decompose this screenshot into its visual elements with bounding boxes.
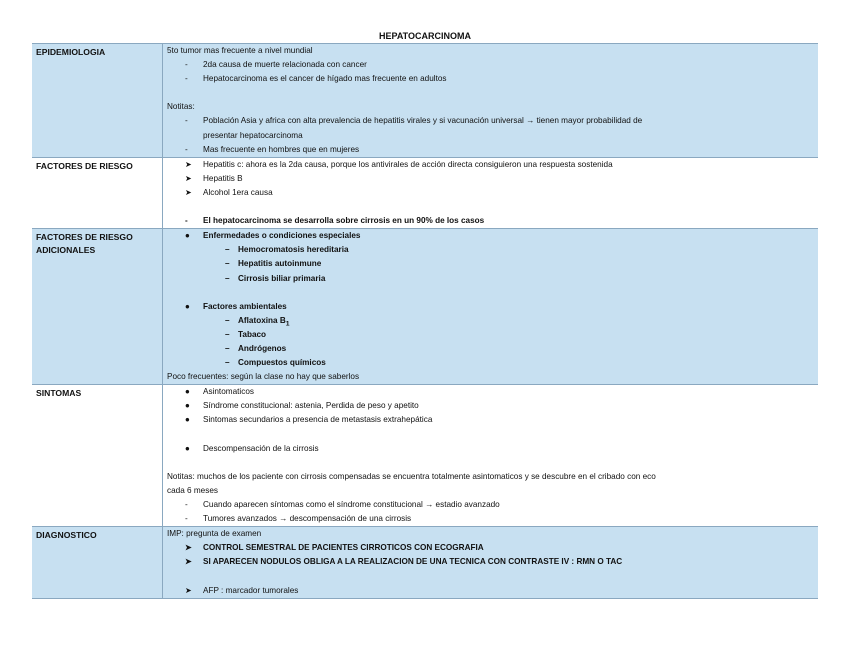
list-item-continuation: presentar hepatocarcinoma xyxy=(203,130,303,140)
dash-marker: - xyxy=(185,144,188,154)
row-content-factores-adicionales xyxy=(162,229,818,384)
list-item: - Hepatocarcinoma es el cancer de hígado mas frecuente en adultos xyxy=(167,72,814,86)
list-item: ➤ AFP : marcador tumorales xyxy=(167,584,814,598)
list-item: ● Sintomas secundarios a presencia de metastasis extrahepática xyxy=(167,413,814,427)
list-item: ● Síndrome constitucional: astenia, Perdida de peso y apetito xyxy=(167,399,814,413)
dash-marker: – xyxy=(225,273,230,283)
row-content-factores-riesgo xyxy=(162,158,818,228)
dash-marker: – xyxy=(225,329,230,339)
row-label-factores-adicionales: FACTORES DE RIESGO ADICIONALES xyxy=(36,232,133,256)
dash-marker: - xyxy=(185,500,188,509)
list-subitem: – Hemocromatosis hereditaria xyxy=(167,243,814,257)
dash-marker: - xyxy=(185,216,188,226)
row-content-diagnostico xyxy=(162,527,818,597)
arrow-bullet-icon: ➤ xyxy=(185,187,192,197)
list-item: - Cuando aparecen síntomas como el síndrome constitucional → estadio avanzado xyxy=(167,498,814,512)
dash-marker: – xyxy=(225,245,230,255)
bullet-icon: ● xyxy=(185,231,190,241)
imp-note: IMP: pregunta de examen xyxy=(167,529,262,539)
document-table xyxy=(32,30,818,599)
dash-marker: – xyxy=(225,358,230,368)
row-content-sintomas xyxy=(162,385,818,526)
list-subitem: – Compuestos químicos xyxy=(167,356,814,370)
list-item: - Tumores avanzados → descompensación de una cirrosis xyxy=(167,512,814,526)
arrow-bullet-icon: ➤ xyxy=(185,585,192,595)
arrow-bullet-icon: ➤ xyxy=(185,543,192,553)
dash-marker: - xyxy=(185,116,188,126)
bullet-icon: ● xyxy=(185,401,190,411)
list-item: - Mas frecuente en hombres que en mujeres xyxy=(167,143,814,157)
row-factores-riesgo xyxy=(32,158,818,229)
list-subitem: – Hepatitis autoinmune xyxy=(167,257,814,271)
list-subitem: – Aflatoxina $B_1$ xyxy=(225,315,290,328)
notitas-text-continuation: cada 6 meses xyxy=(167,485,218,495)
dash-marker: - xyxy=(185,514,188,524)
row-label-factores-riesgo: FACTORES DE RIESGO xyxy=(36,160,133,171)
footer-note: Poco frecuentes: según la clase no hay que saberlos xyxy=(167,372,360,382)
list-item: ● Factores ambientales xyxy=(167,300,814,314)
subscript: 1 xyxy=(285,320,290,328)
bullet-icon: ● xyxy=(185,301,190,311)
list-item: - Población Asia y africa con alta prevalencia de hepatitis virales y si vacunación universal → tienen mayor probabilidad de xyxy=(167,114,814,128)
list-subitem: – Cirrosis biliar primaria xyxy=(167,272,814,286)
row-label-sintomas: SINTOMAS xyxy=(36,388,82,399)
list-item: ● Asintomaticos xyxy=(167,385,814,399)
list-item: ➤ SI APARECEN NODULOS OBLIGA A LA REALIZACION DE UNA TECNICA CON CONTRASTE IV : RMN O TAC xyxy=(167,555,814,569)
list-item: ● Descompensación de la cirrosis xyxy=(167,442,814,456)
epidemiologia-intro: 5to tumor mas frecuente a nivel mundial xyxy=(167,46,313,55)
list-subitem: – Tabaco xyxy=(167,328,814,342)
document-title: HEPATOCARCINOMA xyxy=(32,30,818,44)
list-item: ● Enfermedades o condiciones especiales xyxy=(167,229,814,243)
list-item: ➤ Hepatitis B xyxy=(167,172,814,186)
row-label-epidemiologia: EPIDEMIOLOGIA xyxy=(36,47,106,57)
arrow-bullet-icon: ➤ xyxy=(185,173,192,183)
list-subitem: – Andrógenos xyxy=(167,342,814,356)
row-content-epidemiologia xyxy=(162,44,818,157)
notitas-text: Notitas: muchos de los paciente con cirrosis compensadas se encuentra totalmente asintomaticos y se descubre en el cribado con eco xyxy=(167,471,656,481)
arrow-bullet-icon: ➤ xyxy=(185,557,192,567)
bullet-icon: ● xyxy=(185,443,190,453)
bullet-icon: ● xyxy=(185,415,190,425)
row-sintomas xyxy=(32,385,818,527)
bullet-icon: ● xyxy=(185,387,190,397)
row-label-diagnostico: DIAGNOSTICO xyxy=(36,530,97,541)
list-item: ➤ Hepatitis c: ahora es la 2da causa, porque los antivirales de acción directa consiguieron una respuesta sostenida xyxy=(167,158,814,172)
notitas-label: Notitas: xyxy=(167,102,195,112)
arrow-bullet-icon: ➤ xyxy=(185,159,192,169)
dash-marker: – xyxy=(225,315,230,325)
row-diagnostico xyxy=(32,527,818,598)
list-item: ➤ Alcohol 1era causa xyxy=(167,186,814,200)
dash-marker: - xyxy=(185,60,188,70)
row-epidemiologia xyxy=(32,44,818,158)
dash-marker: – xyxy=(225,259,230,269)
dash-marker: - xyxy=(185,74,188,84)
list-item: ➤ CONTROL SEMESTRAL DE PACIENTES CIRROTICOS CON ECOGRAFIA xyxy=(167,541,814,555)
list-item: - 2da causa de muerte relacionada con cancer xyxy=(167,58,814,72)
row-factores-adicionales xyxy=(32,229,818,385)
dash-marker: – xyxy=(225,343,230,353)
list-item: - El hepatocarcinoma se desarrolla sobre cirrosis en un 90% de los casos xyxy=(167,214,814,228)
